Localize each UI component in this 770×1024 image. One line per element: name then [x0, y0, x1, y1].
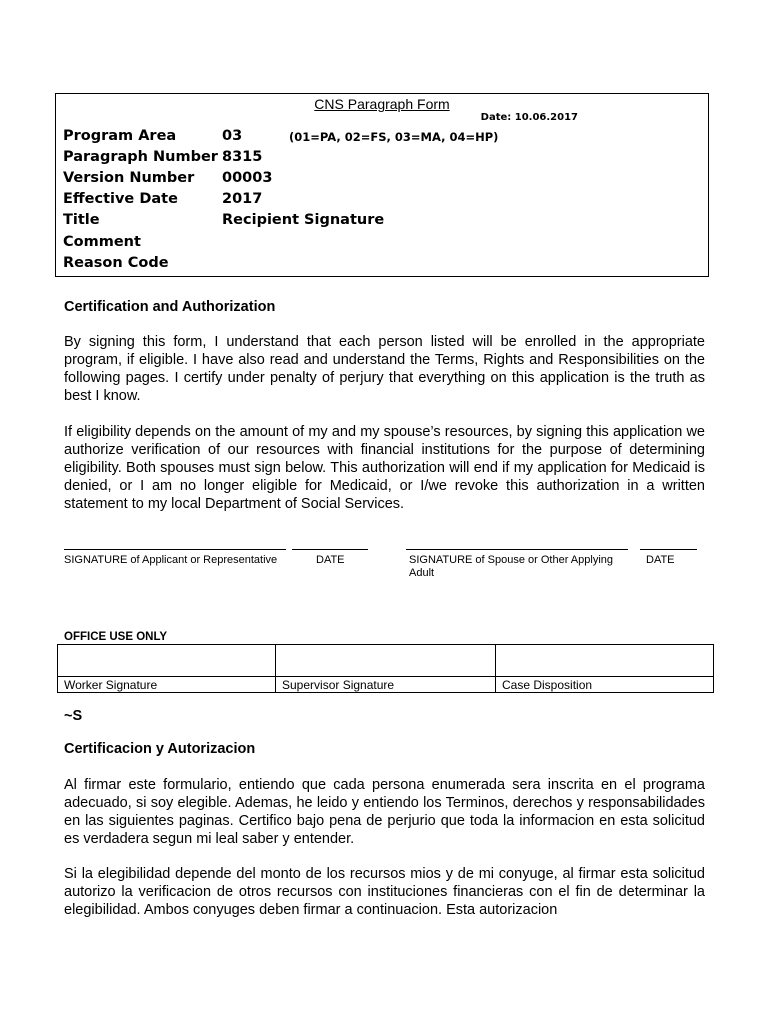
certification-heading: Certification and Authorization — [64, 299, 276, 315]
comment-label: Comment — [63, 234, 141, 250]
office-use-heading: OFFICE USE ONLY — [64, 631, 168, 643]
certificacion-heading: Certificacion y Autorizacion — [64, 741, 256, 757]
case-disposition-label: Case Disposition — [496, 677, 714, 693]
program-codes: (01=PA, 02=FS, 03=MA, 04=HP) — [289, 130, 499, 144]
language-marker: ~S — [64, 708, 83, 724]
certificacion-paragraph-2: Si la elegibilidad depende del monto de los recursos mios y de mi conyuge, al firmar esta solicitud autorizo la verificacion de otros recursos con instituciones financieras con el fin de determinar la elegibilidad. Ambos conyuges deben firmar a continuacion. Esta autorizacion — [64, 866, 705, 918]
paragraph-number-label: Paragraph Number — [63, 149, 218, 165]
certificacion-paragraph-1: Al firmar este formulario, entiendo que cada persona enumerada sera inscrita en el programa adecuado, si soy elegible. Ademas, he leido y entiendo los Terminos, derechos y responsabilidades en las siguientes paginas. Certifico bajo pena de perjurio que toda la informacion en esta solicitud es verdadera segun mi leal saber y entender. — [64, 777, 705, 847]
form-date: Date: 10.06.2017 — [480, 112, 578, 123]
program-area-label: Program Area — [63, 128, 177, 144]
supervisor-signature-cell[interactable] — [276, 645, 496, 677]
supervisor-signature-label: Supervisor Signature — [276, 677, 496, 693]
title-value: Recipient Signature — [222, 212, 385, 228]
spouse-signature-line[interactable] — [406, 549, 628, 550]
effective-date-value: 2017 — [222, 191, 263, 207]
effective-date-label: Effective Date — [63, 191, 178, 207]
applicant-signature-line[interactable] — [64, 549, 286, 550]
spouse-date-line[interactable] — [640, 549, 697, 550]
version-number-label: Version Number — [63, 170, 195, 186]
program-area-value: 03 — [222, 128, 243, 144]
certification-paragraph-1: By signing this form, I understand that each person listed will be enrolled in the appropriate program, if eligible. I have also read and understand the Terms, Rights and Responsibilities on the following pages. I certify under penalty of perjury that everything on this application is the truth as best I know. — [64, 334, 705, 404]
spouse-date-label: DATE — [646, 554, 675, 566]
worker-signature-label: Worker Signature — [58, 677, 276, 693]
applicant-date-line[interactable] — [292, 549, 368, 550]
office-use-table — [57, 644, 714, 693]
applicant-signature-label: SIGNATURE of Applicant or Representative — [64, 554, 278, 566]
spouse-signature-label: SIGNATURE of Spouse or Other Applying Adult — [409, 554, 613, 579]
title-label: Title — [63, 212, 100, 228]
case-disposition-cell[interactable] — [496, 645, 714, 677]
applicant-date-label: DATE — [316, 554, 345, 566]
paragraph-number-value: 8315 — [222, 149, 263, 165]
form-title: CNS Paragraph Form — [314, 96, 450, 112]
reason-code-label: Reason Code — [63, 255, 169, 271]
version-number-value: 00003 — [222, 170, 273, 186]
form-header-box — [55, 93, 709, 277]
worker-signature-cell[interactable] — [58, 645, 276, 677]
certification-paragraph-2: If eligibility depends on the amount of my and my spouse’s resources, by signing this application we authorize verification of our resources with financial institutions for the purpose of determining eligibility. Both spouses must sign below. This authorization will end if my application for Medicaid is denied, or I am no longer eligible for Medicaid, or I/we revoke this authorization in a written statement to my local Department of Social Services. — [64, 424, 705, 512]
